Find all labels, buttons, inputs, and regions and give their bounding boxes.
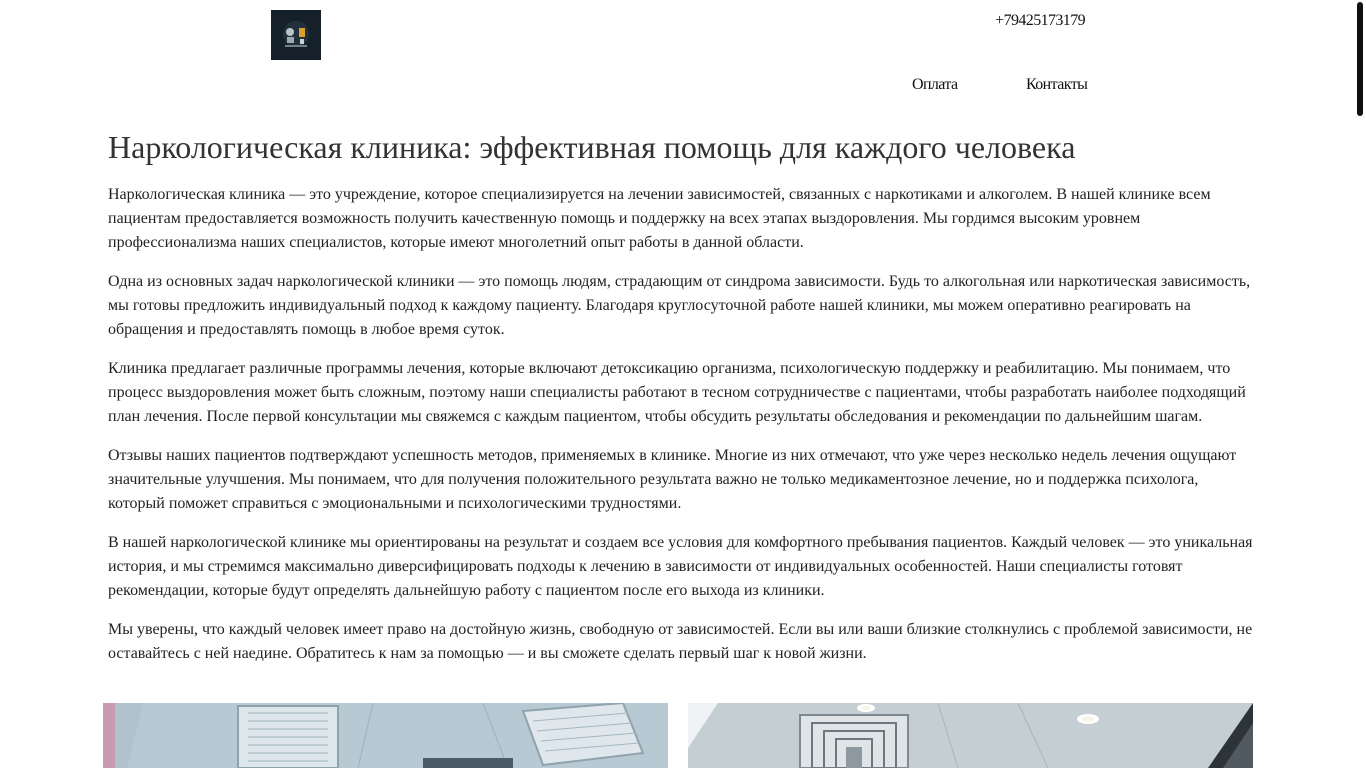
clinic-logo[interactable]: [271, 10, 321, 60]
photo-gallery: [103, 703, 1253, 768]
scrollbar-thumb[interactable]: [1357, 2, 1363, 116]
gallery-photo-right: [688, 703, 1253, 768]
article-paragraph: Отзывы наших пациентов подтверждают успешность методов, применяемых в клинике. Многие из них отмечают, что уже через несколько недель лечения ощущают значительные улучшения. Мы понимаем, что для получения положительного результата важно не только медикаментозное лечение, но и поддержка психолога, который поможет справиться с эмоциональными и психологическими трудностями.: [108, 447, 1237, 512]
clinic-logo-icon: [271, 10, 321, 60]
article: [108, 127, 1254, 681]
gallery-photo-left: [103, 703, 668, 768]
page-scrollbar[interactable]: [1354, 0, 1366, 768]
nav-contacts-link[interactable]: Контакты: [1026, 76, 1088, 93]
clinic-ceiling-lights-photo: [103, 703, 668, 768]
article-paragraph: Одна из основных задач наркологической клиники — это помощь людям, страдающим от синдрома зависимости. Будь то алкогольная или наркотическая зависимость, мы готовы предложить индивидуальный подход к каждому пациенту. Благодаря круглосуточной работе нашей клиники, мы можем оперативно реагировать на обращения и предоставлять помощь в любое время суток.: [108, 273, 1251, 338]
phone-link[interactable]: +79425173179: [995, 12, 1085, 29]
article-paragraph: Наркологическая клиника — это учреждение, которое специализируется на лечении зависимостей, связанных с наркотиками и алкоголем. В нашей клинике всем пациентам предоставляется возможность получить качественную помощь и поддержку на всех этапах выздоровления. Мы гордимся высоким уровнем профессионализма наших специалистов, которые имеют многолетний опыт работы в данной области.: [108, 186, 1211, 251]
nav-payment-link[interactable]: Оплата: [912, 76, 958, 93]
page-title: Наркологическая клиника: эффективная помощь для каждого человека: [108, 129, 1076, 165]
clinic-ceiling-vent-photo: [688, 703, 1253, 768]
article-paragraph: Клиника предлагает различные программы лечения, которые включают детоксикацию организма, психологическую поддержку и реабилитацию. Мы понимаем, что процесс выздоровления может быть сложным, поэтому наши специалисты работают в тесном сотрудничестве с пациентами, чтобы разработать наиболее подходящий план лечения. После первой консультации мы свяжемся с каждым пациентом, чтобы обсудить результаты обследования и рекомендации по дальнейшим шагам.: [108, 360, 1246, 425]
article-paragraph: В нашей наркологической клинике мы ориентированы на результат и создаем все условия для комфортного пребывания пациентов. Каждый человек — это уникальная история, и мы стремимся максимально диверсифицировать подходы к лечению в зависимости от индивидуальных особенностей. Наши специалисты готовят рекомендации, которые будут определять дальнейшую работу с пациентом после его выхода из клиники.: [108, 534, 1253, 599]
article-paragraph: Мы уверены, что каждый человек имеет право на достойную жизнь, свободную от зависимостей. Если вы или ваши близкие столкнулись с проблемой зависимости, не оставайтесь с ней наедине. Обратитесь к нам за помощью — и вы сможете сделать первый шаг к новой жизни.: [108, 621, 1253, 662]
